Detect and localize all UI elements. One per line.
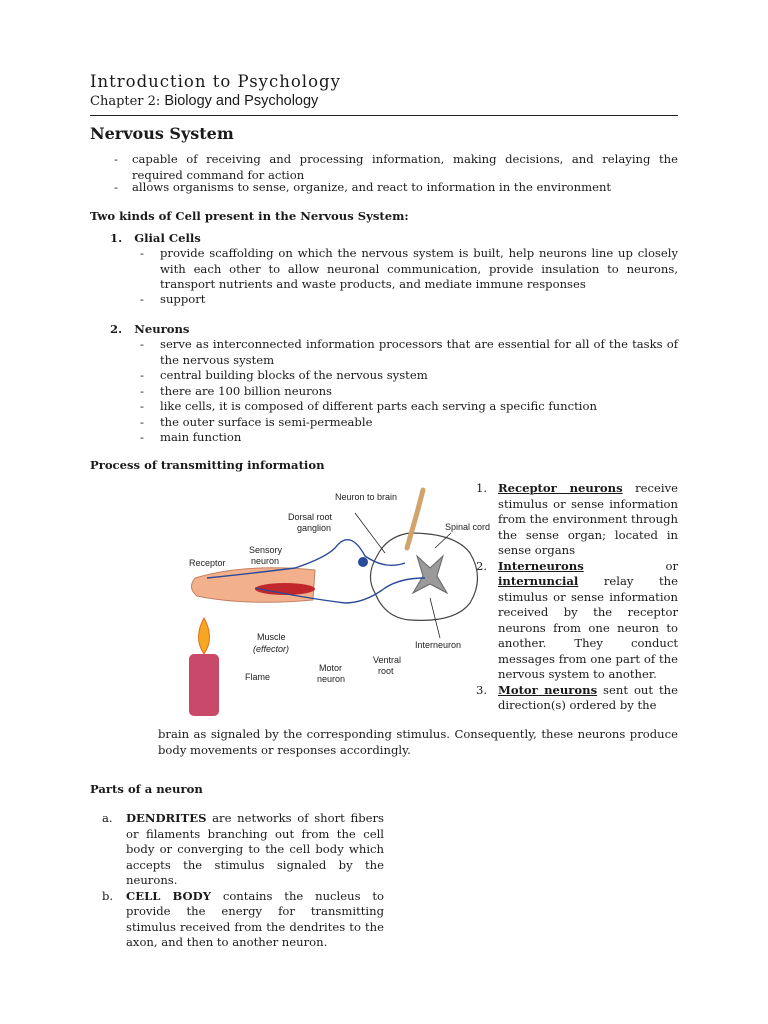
neurons-bullet: - there are 100 billion neurons	[140, 384, 333, 398]
process-step: 3. Motor neurons sent out the direction(s) ordered by the	[476, 682, 678, 712]
process-step: 1. Receptor neurons receive stimulus or sense information from the environment through the sense organ; located in sense organs	[476, 481, 678, 557]
chapter-heading	[90, 93, 318, 109]
glial-heading: 1. Glial Cells	[110, 231, 201, 245]
neuron-part: a. DENDRITES are networks of short fibers or filaments branching out from the cell body or converging to the cell body which accepts the stimulus signaled by the neurons.	[102, 811, 384, 887]
section-title: Nervous System	[90, 124, 234, 143]
neurons-bullet: - main function	[140, 430, 242, 444]
flame-shape	[199, 618, 210, 654]
figure-label: Motor	[319, 663, 343, 673]
cells-heading: Two kinds of Cell present in the Nervous System:	[90, 209, 409, 223]
parts-heading: Parts of a neuron	[90, 782, 203, 796]
header-divider	[90, 115, 678, 116]
figure-label: root	[378, 666, 394, 676]
figure-label: neuron	[317, 674, 346, 684]
figure-label: Spinal cord	[445, 522, 491, 532]
figure-label: Muscle	[257, 632, 286, 642]
step3-continuation: brain as signaled by the corresponding stimulus. Consequently, these neurons produce body movements or responses accordingly.	[158, 727, 678, 757]
figure-label: Ventral	[373, 655, 402, 665]
reflex-arc-illustration	[185, 478, 505, 718]
process-heading: Process of transmitting information	[90, 458, 325, 472]
neurons-bullet: - serve as interconnected information processors that are essential for all of the tasks of the nervous system	[140, 337, 678, 367]
chapter-title: Biology and Psychology	[160, 93, 319, 109]
candle-shape	[189, 654, 219, 716]
figure-label: ganglion	[297, 523, 332, 533]
ganglion-shape	[358, 557, 368, 567]
intro-bullet: - capable of receiving and processing information, making decisions, and relaying the required command for action	[114, 152, 678, 182]
figure-label: Flame	[245, 672, 271, 682]
figure-label: neuron	[251, 556, 280, 566]
process-step: 2. Interneurons or internuncial relay the stimulus or sense information received by the receptor neurons from one neuron to another. They conduct messages from one part of the nervous system to another.	[476, 558, 678, 681]
glial-bullet: - support	[140, 292, 206, 306]
course-title: Introduction to Psychology	[90, 72, 341, 91]
neurons-bullet: - like cells, it is composed of different parts each serving a specific function	[140, 399, 597, 413]
neuron-parts-list	[102, 811, 384, 951]
reflex-arc-figure	[185, 478, 505, 718]
figure-label: Neuron to brain	[335, 492, 398, 502]
process-steps-list	[476, 481, 678, 714]
figure-label: Sensory	[249, 545, 283, 555]
neurons-heading: 2. Neurons	[110, 322, 190, 336]
neurons-bullet: - the outer surface is semi-permeable	[140, 415, 373, 429]
figure-label: Interneuron	[415, 640, 462, 650]
neuron-part: b. CELL BODY contains the nucleus to provide the energy for transmitting stimulus received from the dendrites to the axon, and then to another neuron.	[102, 888, 384, 949]
glial-bullet: - provide scaffolding on which the nervous system is built, help neurons line up closely with each other to allow neuronal communication, provide insulation to neurons, transport nutrients and waste products, and mediate immune responses	[140, 246, 678, 291]
figure-label: Dorsal root	[288, 512, 333, 522]
intro-bullet: - allows organisms to sense, organize, and react to information in the environment	[114, 180, 612, 194]
figure-label: (effector)	[253, 644, 290, 654]
figure-label: Receptor	[189, 558, 226, 568]
neurons-bullet: - central building blocks of the nervous system	[140, 368, 428, 382]
chapter-prefix: Chapter 2:	[90, 94, 161, 109]
